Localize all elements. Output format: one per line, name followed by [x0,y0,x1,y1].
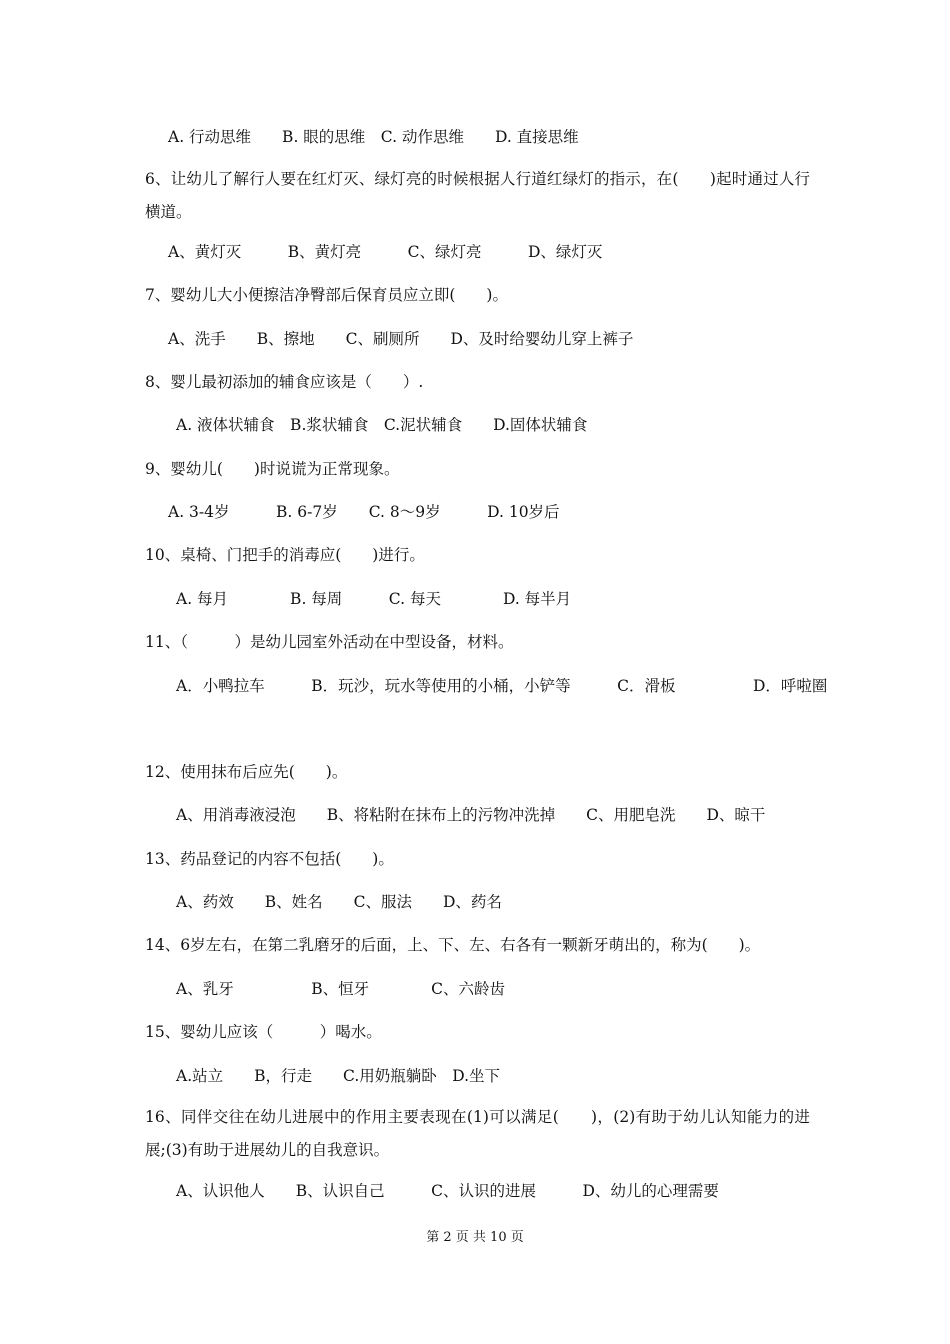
q7-options: A、洗手 B、擦地 C、刷厕所 D、及时给婴幼儿穿上裤子 [168,330,634,348]
q6-options: A、黄灯灭 B、黄灯亮 C、绿灯亮 D、绿灯灭 [168,243,603,261]
page-number-footer: 第 2 页 共 10 页 [426,1230,524,1245]
q14-options: A、乳牙 B、恒牙 C、六龄齿 [176,980,505,998]
q5-options: A. 行动思维 B. 眼的思维 C. 动作思维 D. 直接思维 [168,128,579,146]
q7-stem: 7、婴幼儿大小便擦洁净臀部后保育员应立即( )。 [145,286,508,304]
q12-options: A、用消毒液浸泡 B、将粘附在抹布上的污物冲洗掉 C、用肥皂洗 D、晾干 [176,806,766,824]
q13-stem: 13、药品登记的内容不包括( )。 [145,850,394,868]
q6-stem: 6、让幼儿了解行人要在红灯灭、绿灯亮的时候根据人行道红绿灯的指示，在( )起时通过人行横道。 [145,170,810,221]
q16-options: A、认识他人 B、认识自己 C、认识的进展 D、幼儿的心理需要 [176,1182,719,1200]
q11-stem: 11、（ ）是幼儿园室外活动在中型设备，材料。 [145,633,514,651]
q15-options: A.站立 B，行走 C.用奶瓶躺卧 D.坐下 [176,1067,501,1085]
q12-stem: 12、使用抹布后应先( )。 [145,763,348,781]
q10-options: A. 每月 B. 每周 C. 每天 D. 每半月 [176,590,572,608]
q15-stem: 15、婴幼儿应该（ ）喝水。 [145,1023,382,1041]
q11-options: A．小鸭拉车 B．玩沙，玩水等使用的小桶，小铲等 C．滑板 D．呼啦圈 [176,677,828,695]
q9-stem: 9、婴幼儿( )时说谎为正常现象。 [145,460,400,478]
q9-options: A. 3-4岁 B. 6-7岁 C. 8～9岁 D. 10岁后 [168,503,560,521]
q14-stem: 14、6岁左右，在第二乳磨牙的后面，上、下、左、右各有一颗新牙萌出的，称为( )。 [145,936,761,954]
q8-options: A. 液体状辅食 B.浆状辅食 C.泥状辅食 D.固体状辅食 [176,416,588,434]
q16-stem: 16、同伴交往在幼儿进展中的作用主要表现在(1)可以满足( )，(2)有助于幼儿认知能力的进展;(3)有助于进展幼儿的自我意识。 [145,1108,810,1159]
q8-stem: 8、婴儿最初添加的辅食应该是（ ）. [145,373,424,391]
q13-options: A、药效 B、姓名 C、服法 D、药名 [176,893,502,911]
q10-stem: 10、桌椅、门把手的消毒应( )进行。 [145,546,425,564]
